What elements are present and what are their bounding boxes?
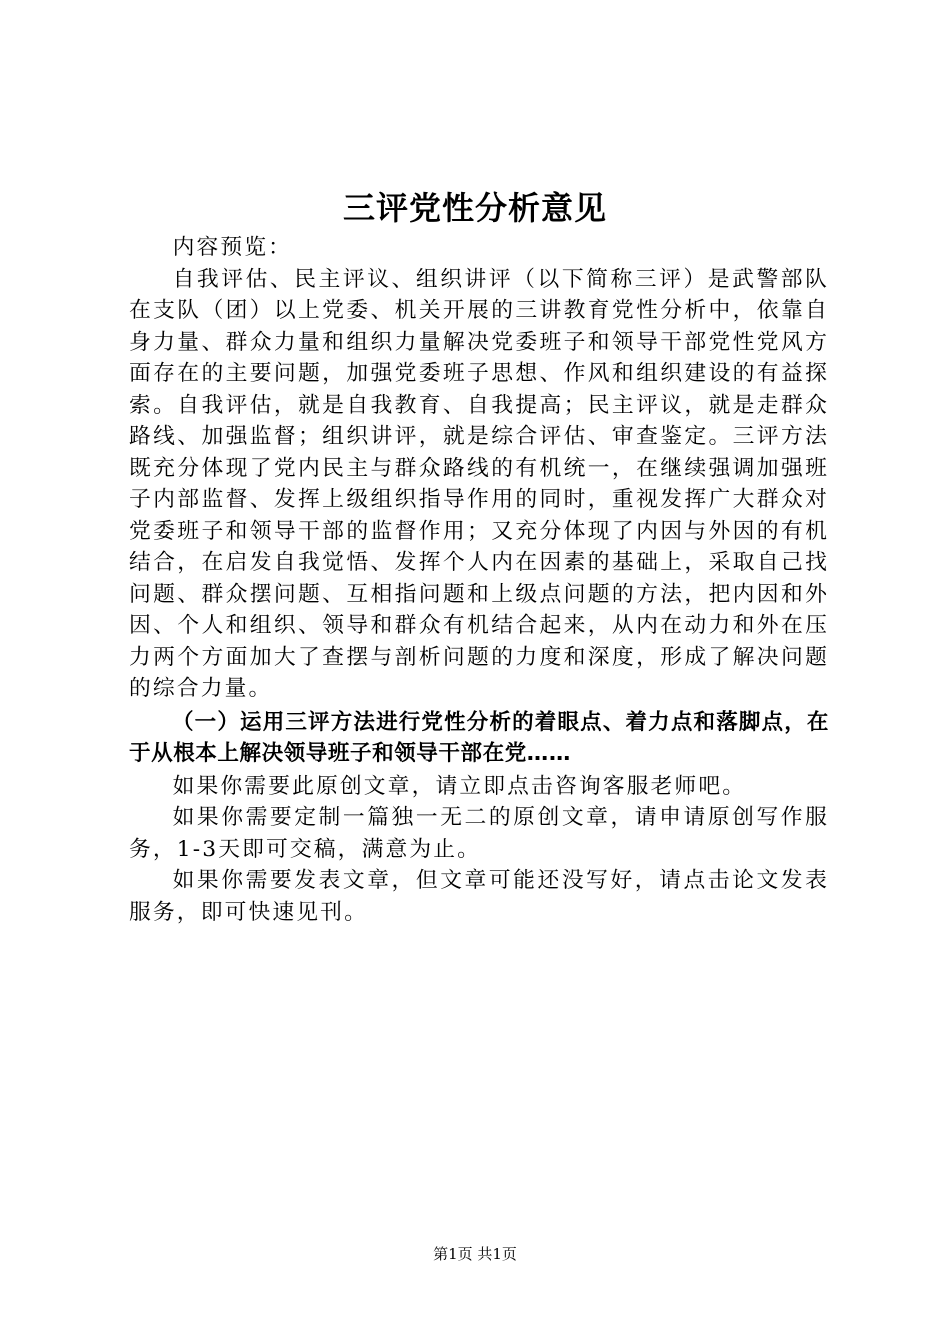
- preview-label: 内容预览：: [172, 235, 293, 260]
- note-consult: 如果你需要此原创文章，请立即点击咨询客服老师吧。: [172, 773, 747, 799]
- note-custom-writing: 如果你需要定制一篇独一无二的原创文章，请申请原创写作服务，1-3天即可交稿，满意为止。: [129, 805, 829, 862]
- document-body: [129, 232, 829, 928]
- page-footer: 第1页 共1页: [433, 1245, 517, 1263]
- document-title: 三评党性分析意见: [342, 189, 607, 227]
- note-publish: 如果你需要发表文章，但文章可能还没写好，请点击论文发表服务，即可快速见刊。: [129, 868, 829, 925]
- body-paragraph: 自我评估、民主评议、组织讲评（以下简称三评）是武警部队在支队（团）以上党委、机关开展的三讲教育党性分析中，依靠自身力量、群众力量和组织力量解决党委班子和领导干部党性党风方面存在的主要问题，加强党委班子思想、作风和组织建设的有益探索。自我评估，就是自我教育、自我提高；民主评议，就是走群众路线、加强监督；组织讲评，就是综合评估、审查鉴定。三评方法既充分体现了党内民主与群众路线的有机统一，在继续强调加强班子内部监督、发挥上级组织指导作用的同时，重视发挥广大群众对党委班子和领导干部的监督作用；又充分体现了内因与外因的有机结合，在启发自我觉悟、发挥个人内在因素的基础上，采取自己找问题、群众摆问题、互相指问题和上级点问题的方法，把内因和外因、个人和组织、领导和群众有机结合起来，从内在动力和外在压力两个方面加大了查摆与剖析问题的力度和深度，形成了解决问题的综合力量。: [129, 266, 829, 701]
- section-heading: （一）运用三评方法进行党性分析的着眼点、着力点和落脚点，在于从根本上解决领导班子和领导干部在党……: [129, 709, 829, 766]
